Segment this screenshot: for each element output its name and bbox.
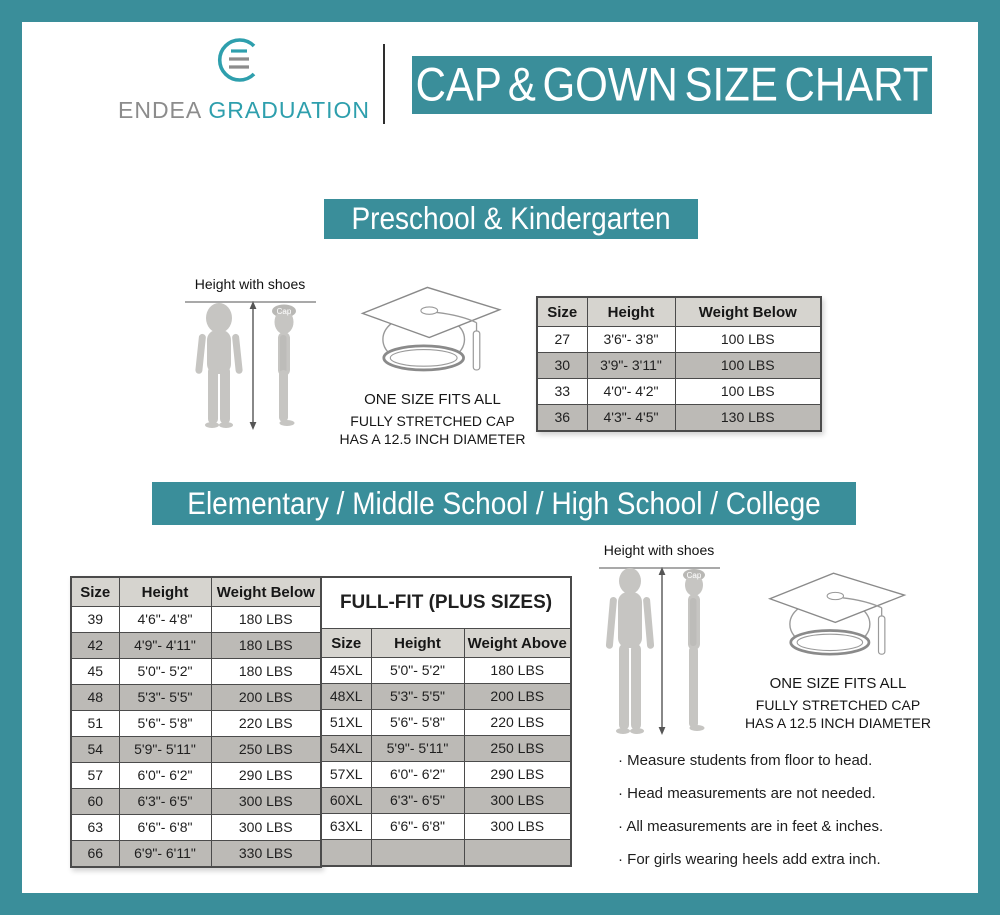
table-cell: 54 xyxy=(71,737,119,763)
table-cell: 66 xyxy=(71,841,119,868)
brand-name-secondary: GRADUATION xyxy=(208,97,371,123)
adults-silhouette-figure xyxy=(597,560,722,752)
table-cell: 5'3"- 5'5" xyxy=(119,685,211,711)
table-row xyxy=(321,684,571,710)
main-size-table xyxy=(70,576,322,868)
table-cell: 63XL xyxy=(321,814,371,840)
table-cell: 27 xyxy=(537,327,587,353)
plus-size-table xyxy=(320,576,572,867)
table-row xyxy=(537,327,821,353)
table-cell xyxy=(371,840,464,867)
column-header: Height xyxy=(371,629,464,658)
height-with-shoes-label: Height with shoes xyxy=(603,542,715,558)
table-row xyxy=(321,840,571,867)
table-cell: 63 xyxy=(71,815,119,841)
table-row xyxy=(321,658,571,684)
table-cell: 60 xyxy=(71,789,119,815)
stretched-cap-note-line2: HAS A 12.5 INCH DIAMETER xyxy=(745,715,931,731)
table-row xyxy=(71,763,321,789)
table-cell: 6'9"- 6'11" xyxy=(119,841,211,868)
table-row xyxy=(71,815,321,841)
page-title-text: CAP & GOWN SIZE CHART xyxy=(415,58,929,111)
table-cell: 4'6"- 4'8" xyxy=(119,607,211,633)
table-row xyxy=(321,814,571,840)
table-cell: 5'3"- 5'5" xyxy=(371,684,464,710)
table-cell: 180 LBS xyxy=(211,659,321,685)
table-cell: 180 LBS xyxy=(211,633,321,659)
table-cell: 51XL xyxy=(321,710,371,736)
measurement-notes xyxy=(618,744,938,876)
table-cell: 57 xyxy=(71,763,119,789)
table-row xyxy=(537,379,821,405)
table-row xyxy=(321,788,571,814)
adult-side-silhouette xyxy=(683,569,705,731)
height-figure-children xyxy=(180,276,320,459)
table-cell: 3'6"- 3'8" xyxy=(587,327,675,353)
table-cell: 6'3"- 6'5" xyxy=(119,789,211,815)
table-cell: 180 LBS xyxy=(464,658,571,684)
table-cell: 30 xyxy=(537,353,587,379)
header-divider xyxy=(383,44,385,124)
table-cell: 45 xyxy=(71,659,119,685)
table-cell: 5'6"- 5'8" xyxy=(371,710,464,736)
table-cell: 42 xyxy=(71,633,119,659)
table-row xyxy=(71,607,321,633)
table-cell: 290 LBS xyxy=(464,762,571,788)
brand-name xyxy=(118,97,371,124)
table-cell: 5'9"- 5'11" xyxy=(119,737,211,763)
table-row xyxy=(71,633,321,659)
adult-front-silhouette xyxy=(605,568,654,734)
table-title: FULL-FIT (PLUS SIZES) xyxy=(321,577,571,629)
table-cell: 60XL xyxy=(321,788,371,814)
table-cell: 180 LBS xyxy=(211,607,321,633)
child-side-silhouette xyxy=(272,305,296,427)
note-item: · Head measurements are not needed. xyxy=(618,785,876,802)
table-cell: 54XL xyxy=(321,736,371,762)
section-banner-preschool xyxy=(324,199,698,239)
table-cell: 48XL xyxy=(321,684,371,710)
table-cell: 300 LBS xyxy=(211,815,321,841)
table-row xyxy=(321,762,571,788)
brand-logo xyxy=(118,36,371,124)
table-cell: 290 LBS xyxy=(211,763,321,789)
table-cell: 5'0"- 5'2" xyxy=(119,659,211,685)
table-cell: 4'3"- 4'5" xyxy=(587,405,675,432)
note-item: · All measurements are in feet & inches. xyxy=(618,818,884,835)
note-item: · Measure students from floor to head. xyxy=(618,752,873,769)
table-header-row xyxy=(321,629,571,658)
children-silhouette-figure xyxy=(183,294,318,454)
graduation-cap-illustration xyxy=(756,566,921,666)
table-row xyxy=(321,710,571,736)
section-banner-school-text: Elementary / Middle School / High School / College xyxy=(187,485,821,521)
table-cell: 45XL xyxy=(321,658,371,684)
column-header: Height xyxy=(587,297,675,327)
table-cell: 130 LBS xyxy=(675,405,821,432)
table-cell: 39 xyxy=(71,607,119,633)
table-cell: 250 LBS xyxy=(464,736,571,762)
table-row xyxy=(71,789,321,815)
table-cell: 6'0"- 6'2" xyxy=(371,762,464,788)
column-header: Height xyxy=(119,577,211,607)
table-cell: 4'9"- 4'11" xyxy=(119,633,211,659)
table-cell: 200 LBS xyxy=(464,684,571,710)
table-cell: 5'0"- 5'2" xyxy=(371,658,464,684)
table-row xyxy=(537,353,821,379)
table-row xyxy=(71,711,321,737)
section-banner-school xyxy=(152,482,856,525)
table-cell: 33 xyxy=(537,379,587,405)
table-row xyxy=(71,685,321,711)
table-cell: 36 xyxy=(537,405,587,432)
column-header: Size xyxy=(71,577,119,607)
table-cell: 6'3"- 6'5" xyxy=(371,788,464,814)
cap-tag-label: Cap xyxy=(276,307,291,316)
table-cell: 330 LBS xyxy=(211,841,321,868)
table-cell: 100 LBS xyxy=(675,353,821,379)
one-size-note: ONE SIZE FITS ALL xyxy=(364,391,501,408)
table-cell xyxy=(464,840,571,867)
table-cell: 220 LBS xyxy=(464,710,571,736)
cap-tag-label: Cap xyxy=(686,571,701,580)
section-banner-preschool-text: Preschool & Kindergarten xyxy=(351,201,671,236)
table-cell: 6'6"- 6'8" xyxy=(119,815,211,841)
graduation-logo-icon xyxy=(216,36,264,84)
table-cell: 57XL xyxy=(321,762,371,788)
cap-tassel xyxy=(878,616,884,654)
table-cell: 300 LBS xyxy=(211,789,321,815)
column-header: Size xyxy=(537,297,587,327)
column-header: Weight Below xyxy=(211,577,321,607)
table-row xyxy=(71,841,321,868)
stretched-cap-note-line1: FULLY STRETCHED CAP xyxy=(755,697,921,713)
table-header-row xyxy=(537,297,821,327)
cap-tassel xyxy=(473,331,479,370)
stretched-cap-note-line1: FULLY STRETCHED CAP xyxy=(350,413,515,429)
graduation-cap-illustration xyxy=(345,280,520,382)
table-cell: 3'9"- 3'11" xyxy=(587,353,675,379)
table-cell: 200 LBS xyxy=(211,685,321,711)
child-front-silhouette xyxy=(195,303,243,428)
height-figure-adults xyxy=(594,542,724,757)
table-cell: 100 LBS xyxy=(675,379,821,405)
table-title-row xyxy=(321,577,571,629)
column-header: Weight Below xyxy=(675,297,821,327)
table-cell: 6'0"- 6'2" xyxy=(119,763,211,789)
table-cell xyxy=(321,840,371,867)
table-cell: 250 LBS xyxy=(211,737,321,763)
table-cell: 51 xyxy=(71,711,119,737)
table-cell: 220 LBS xyxy=(211,711,321,737)
page-title xyxy=(412,56,932,114)
table-cell: 5'9"- 5'11" xyxy=(371,736,464,762)
column-header: Weight Above xyxy=(464,629,571,658)
table-cell: 48 xyxy=(71,685,119,711)
table-cell: 300 LBS xyxy=(464,814,571,840)
table-header-row xyxy=(71,577,321,607)
table-cell: 6'6"- 6'8" xyxy=(371,814,464,840)
stretched-cap-note-line2: HAS A 12.5 INCH DIAMETER xyxy=(339,431,526,447)
table-cell: 100 LBS xyxy=(675,327,821,353)
cap-one-size-block-preschool xyxy=(330,280,535,448)
one-size-note: ONE SIZE FITS ALL xyxy=(769,675,907,692)
note-item: · For girls wearing heels add extra inch. xyxy=(618,851,881,868)
cap-one-size-block-school xyxy=(738,566,938,732)
table-row xyxy=(71,737,321,763)
table-row xyxy=(537,405,821,432)
brand-name-primary: ENDEA xyxy=(118,97,201,123)
height-with-shoes-label: Height with shoes xyxy=(194,276,306,292)
preschool-size-table xyxy=(536,296,822,432)
column-header: Size xyxy=(321,629,371,658)
table-cell: 5'6"- 5'8" xyxy=(119,711,211,737)
table-row xyxy=(71,659,321,685)
table-cell: 300 LBS xyxy=(464,788,571,814)
table-row xyxy=(321,736,571,762)
table-cell: 4'0"- 4'2" xyxy=(587,379,675,405)
